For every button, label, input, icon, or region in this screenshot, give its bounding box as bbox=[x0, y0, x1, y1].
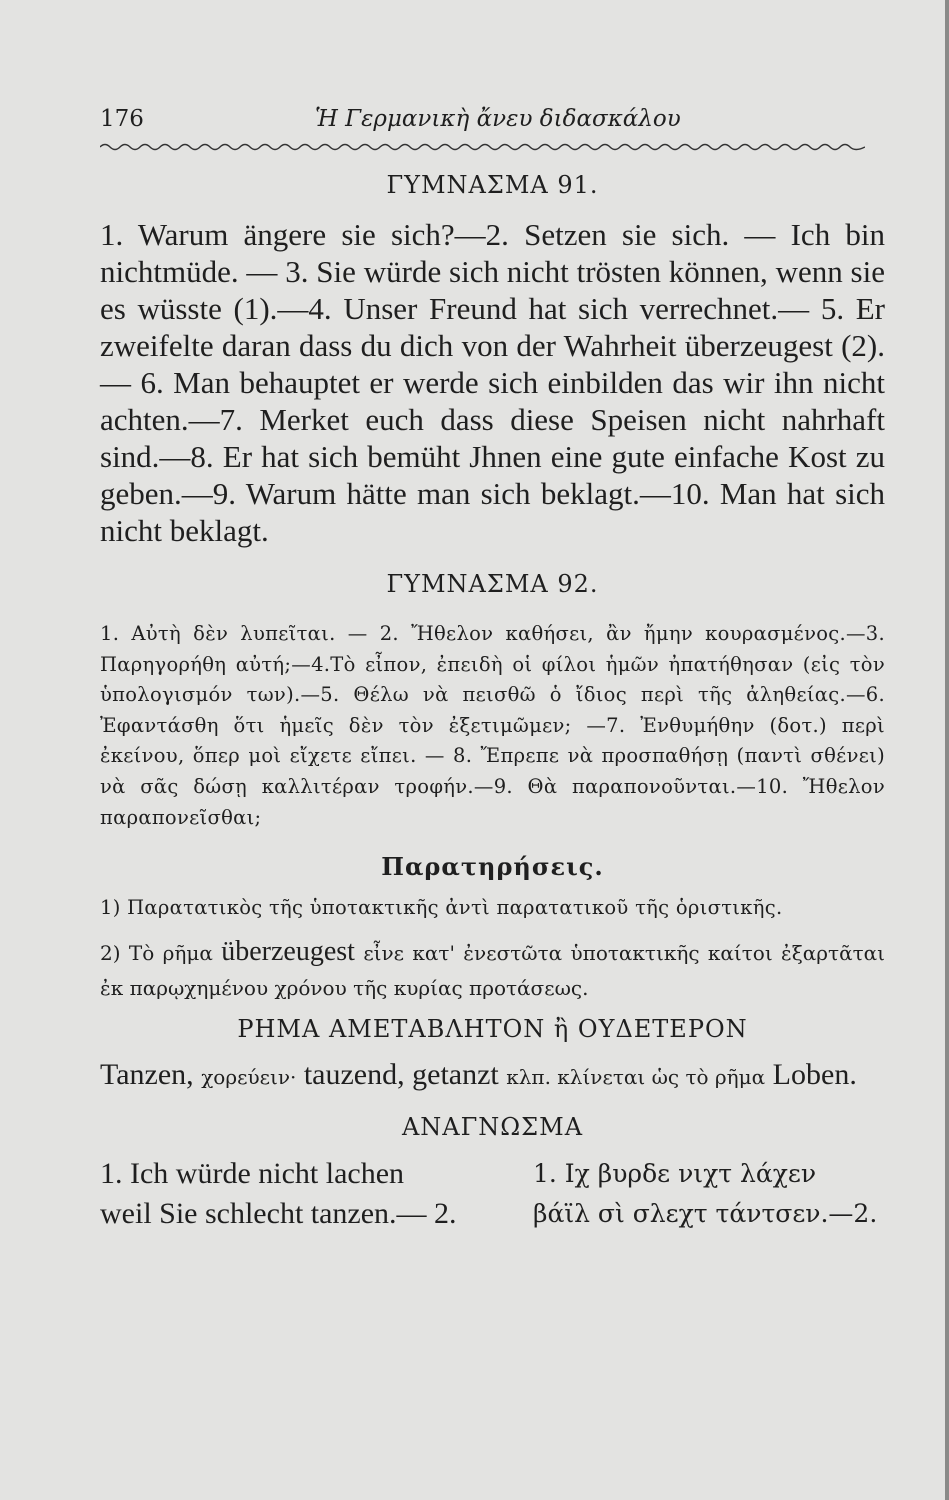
verb-forms: tauzend, getanzt bbox=[303, 1057, 499, 1091]
note-1: 1) Παρατατικὸς τῆς ὑποτακτικῆς ἀντὶ παρατατικοῦ τῆς ὁριστικῆς. bbox=[100, 896, 783, 920]
exercise-91-heading: ΓΥΜΝΑΣΜΑ 91. bbox=[386, 171, 599, 199]
page-number: 176 bbox=[100, 106, 144, 132]
note-2-prefix: 2) Τὸ ρῆμα bbox=[100, 940, 213, 965]
exercise-92-text: 1. Αὐτὴ δὲν λυπεῖται. — 2. Ἤθελον καθήσει, ἂν ἤμην κουρασμένος.—3. Παρηγορήθη αὐτή;—4.Τὸ εἶπον, ἐπειδὴ οἱ φίλοι ἡμῶν ἠπατήθησαν (εἰς τὸν ὑπολογισμόν των).—5. Θέλω νὰ πεισθῶ ὁ ἴδιος περὶ τῆς ἀληθείας.—6. Ἐφαντάσθη ὅτι ἡμεῖς δὲν τὸν ἐξετιμῶμεν; —7. Ἐνθυμήθην (δοτ.) περὶ ἐκείνου, ὅπερ μοὶ εἴχετε εἴπει. — 8. Ἔπρεπε νὰ προσπαθήσῃ (παντὶ σθένει) νὰ σᾶς δώσῃ καλλιτέραν τροφήν.—9. Θὰ παραπονοῦνται.—10. Ἤθελον παραπονεῖσθαι; bbox=[100, 622, 885, 829]
running-title: Ἡ Γερμανικὴ ἄνευ διδασκάλου bbox=[315, 106, 681, 132]
notes-heading: Παρατηρήσεις. bbox=[381, 852, 604, 882]
exercise-92-heading: ΓΥΜΝΑΣΜΑ 92. bbox=[386, 570, 599, 598]
reading-german-line-1: 1. Ich würde nicht lachen bbox=[100, 1156, 405, 1190]
exercise-91-text: 1. Warum ängere sie sich?—2. Setzen sie sich. — Ich bin nichtmüde. — 3. Sie würde sich nicht trösten können, wenn sie es wüsste (1).—4. Unser Freund hat sich verrechnet.— 5. Er zweifelte daran dass du dich von der Wahrheit überzeugest (2). — 6. Man behauptet er werde sich einbilden das wir ihn nicht achten.—7. Merket euch dass diese Speisen nicht nahrhaft sind.—8. Er hat sich bemüht Jhnen eine gute einfache Kost zu geben.—9. Warum hätte man sich beklagt.—10. Man hat sich nicht beklagt. bbox=[100, 217, 885, 548]
page-body bbox=[100, 168, 885, 1234]
verb-loben: Loben. bbox=[772, 1057, 857, 1091]
reading-transliteration-line-2: βάϊλ σὶ σλεχτ τάντσεν.—2. bbox=[533, 1198, 878, 1228]
verb-section-text bbox=[100, 1056, 885, 1096]
reading-transliteration-line-1: 1. Ιχ βυρδε νιχτ λάχεν bbox=[533, 1158, 817, 1188]
verb-section-heading: ΡΗΜΑ ΑΜΕΤΑΒΛΗΤΟΝ ἢ ΟΥΔΕΤΕΡΟΝ bbox=[237, 1014, 748, 1043]
note-2-suffix: εἶνε κατ' ἐνεστῶτα ὑποτακτικῆς καίτοι ἐξαρτᾶται ἐκ παρῳχημένου χρόνου τῆς κυρίας προτάσεως. bbox=[100, 940, 886, 1000]
reading-transliteration-column bbox=[533, 1154, 885, 1234]
note-2 bbox=[100, 934, 885, 1006]
reading-german-line-2: weil Sie schlecht tanzen.— 2. bbox=[100, 1196, 457, 1230]
verb-tanzen: Tanzen, bbox=[100, 1057, 194, 1091]
reading-german-column bbox=[100, 1154, 530, 1234]
verb-conjugation-note: κλπ. κλίνεται ὡς τὸ ρῆμα bbox=[506, 1064, 766, 1089]
note-2-german-word: überzeugest bbox=[221, 935, 355, 967]
reading-columns bbox=[100, 1154, 885, 1234]
page-header bbox=[100, 106, 885, 140]
wavy-header-rule bbox=[100, 142, 865, 152]
page-edge-shadow bbox=[945, 0, 949, 1500]
verb-greek-meaning: χορεύειν· bbox=[201, 1064, 297, 1089]
reading-heading: ΑΝΑΓΝΩΣΜΑ bbox=[401, 1112, 584, 1141]
